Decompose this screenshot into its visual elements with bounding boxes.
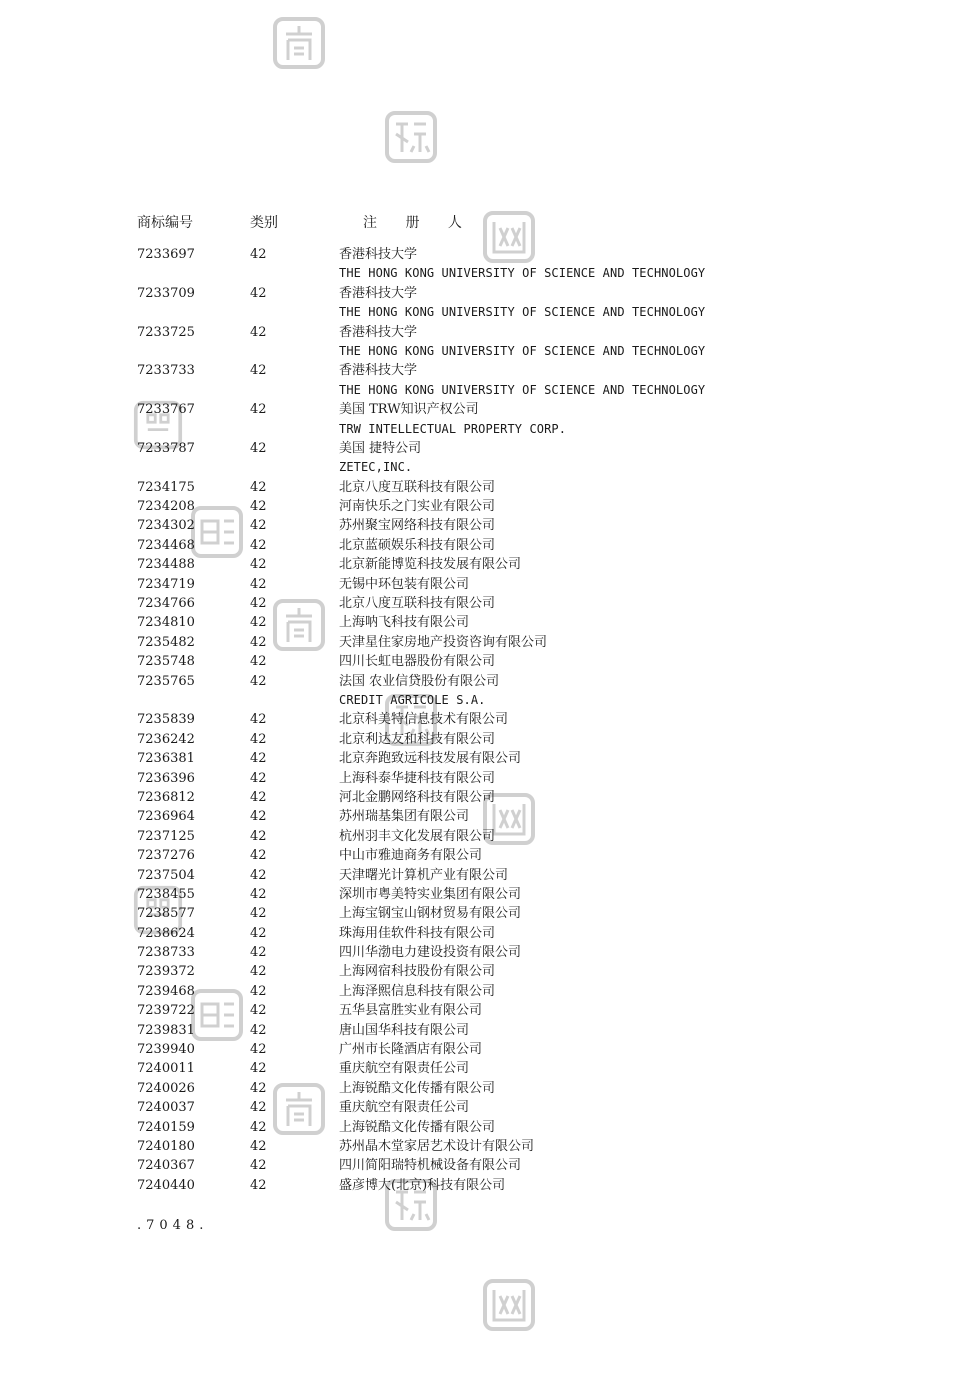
registrant-name: 法国 农业信贷股份有限公司 (339, 673, 500, 689)
registrant-name: 美国 捷特公司 (339, 440, 422, 456)
record-row (137, 904, 857, 923)
record-row (137, 516, 857, 535)
trademark-number: 7233767 (137, 402, 195, 418)
registrant-name: 北京蓝硕娱乐科技有限公司 (339, 537, 496, 553)
class-number: 42 (250, 1138, 267, 1154)
registrant-name: 唐山国华科技有限公司 (339, 1022, 470, 1038)
registrant-name: 美国 TRW知识产权公司 (339, 402, 479, 418)
registrant-name: 北京利达友和科技有限公司 (339, 731, 496, 747)
record-row (137, 1137, 857, 1156)
class-number: 42 (250, 1158, 267, 1174)
record-row (137, 788, 857, 807)
class-number: 42 (250, 247, 267, 262)
record-row (137, 827, 857, 846)
record-row-english (137, 458, 857, 477)
record-row (137, 982, 857, 1001)
record-row (137, 652, 857, 671)
trademark-number: 7239722 (137, 1003, 195, 1019)
registrant-name: 苏州瑞基集团有限公司 (339, 809, 470, 825)
class-number: 42 (250, 576, 267, 592)
class-number: 42 (250, 285, 267, 301)
record-row (137, 1079, 857, 1098)
registrant-name: 河北金鹏网络科技有限公司 (339, 789, 496, 805)
registrant-name: 上海呐飞科技有限公司 (339, 615, 470, 631)
table-header (137, 212, 837, 232)
page-number: .7048. (137, 1218, 209, 1233)
registrant-name: 重庆航空有限责任公司 (339, 1100, 470, 1116)
registrant-name: 杭州羽丰文化发展有限公司 (339, 828, 496, 844)
class-number: 42 (250, 809, 267, 825)
class-number: 42 (250, 886, 267, 902)
registrant-name: 北京新能博览科技发展有限公司 (339, 557, 522, 573)
class-number: 42 (250, 712, 267, 728)
class-number: 42 (250, 1061, 267, 1077)
registrant-name: 北京奔跑致远科技发展有限公司 (339, 751, 522, 767)
registrant-name: 香港科技大学 (339, 363, 418, 379)
class-number: 42 (250, 983, 267, 999)
registrant-name: 四川华渤电力建设投资有限公司 (339, 945, 522, 961)
header-registrant: 注 册 人 (363, 215, 474, 231)
class-number: 42 (250, 848, 267, 864)
trademark-number: 7240180 (137, 1138, 195, 1154)
class-number: 42 (250, 867, 267, 883)
trademark-number: 7240367 (137, 1158, 195, 1174)
trademark-number: 7237504 (137, 867, 195, 883)
class-number: 42 (250, 751, 267, 767)
class-number: 42 (250, 518, 267, 534)
trademark-number: 7234810 (137, 615, 195, 631)
trademark-number: 7234175 (137, 479, 195, 495)
registrant-name: 上海网宿科技股份有限公司 (339, 964, 496, 980)
record-row (137, 439, 857, 458)
trademark-number: 7239468 (137, 983, 195, 999)
trademark-number: 7233725 (137, 324, 195, 340)
class-number: 42 (250, 828, 267, 844)
registrant-name: 天津星住家房地产投资咨询有限公司 (339, 634, 548, 650)
record-row (137, 1118, 857, 1137)
trademark-number: 7233733 (137, 363, 195, 379)
record-row (137, 769, 857, 788)
trademark-number: 7234468 (137, 537, 195, 553)
class-number: 42 (250, 615, 267, 631)
record-row (137, 807, 857, 826)
trademark-number: 7234766 (137, 596, 195, 612)
class-number: 42 (250, 1119, 267, 1135)
record-row (137, 478, 857, 497)
record-row-english (137, 691, 857, 710)
class-number: 42 (250, 596, 267, 612)
record-row (137, 575, 857, 594)
registrant-name-english: THE HONG KONG UNIVERSITY OF SCIENCE AND TECHNOLOGY (339, 266, 706, 281)
record-row (137, 962, 857, 981)
registrant-name: 上海宝钢宝山钢材贸易有限公司 (339, 906, 522, 922)
class-number: 42 (250, 363, 267, 379)
trademark-number: 7240037 (137, 1100, 195, 1116)
class-number: 42 (250, 1080, 267, 1096)
class-number: 42 (250, 945, 267, 961)
trademark-number: 7233697 (137, 247, 195, 262)
record-row (137, 730, 857, 749)
registrant-name: 广州市长隆酒店有限公司 (339, 1042, 483, 1058)
record-row (137, 1021, 857, 1040)
record-list (137, 245, 857, 1195)
trademark-number: 7239831 (137, 1022, 195, 1038)
registrant-name: 香港科技大学 (339, 285, 418, 301)
record-row-english (137, 381, 857, 400)
record-row (137, 1098, 857, 1117)
record-row (137, 943, 857, 962)
trademark-number: 7240440 (137, 1177, 195, 1193)
record-row-english (137, 342, 857, 361)
trademark-number: 7240011 (137, 1061, 195, 1077)
registrant-name-english: THE HONG KONG UNIVERSITY OF SCIENCE AND TECHNOLOGY (339, 305, 706, 320)
trademark-number: 7233709 (137, 285, 195, 301)
class-number: 42 (250, 1022, 267, 1038)
record-row (137, 924, 857, 943)
trademark-number: 7238624 (137, 925, 195, 941)
trademark-number: 7234208 (137, 499, 195, 515)
trademark-number: 7238577 (137, 906, 195, 922)
class-number: 42 (250, 440, 267, 456)
record-row (137, 594, 857, 613)
registrant-name: 上海泽熙信息科技有限公司 (339, 983, 496, 999)
registrant-name-english: THE HONG KONG UNIVERSITY OF SCIENCE AND TECHNOLOGY (339, 343, 706, 358)
registrant-name: 珠海用佳软件科技有限公司 (339, 925, 496, 941)
class-number: 42 (250, 789, 267, 805)
trademark-number: 7237276 (137, 848, 195, 864)
registrant-name: 河南快乐之门实业有限公司 (339, 499, 496, 515)
record-row (137, 749, 857, 768)
record-row (137, 1059, 857, 1078)
record-row (137, 323, 857, 342)
trademark-number: 7240159 (137, 1119, 195, 1135)
trademark-number: 7236964 (137, 809, 195, 825)
trademark-number: 7237125 (137, 828, 195, 844)
class-number: 42 (250, 1042, 267, 1058)
class-number: 42 (250, 402, 267, 418)
record-row (137, 497, 857, 516)
registrant-name-english: TRW INTELLECTUAL PROPERTY CORP. (339, 421, 567, 436)
record-row (137, 1156, 857, 1175)
record-row-english (137, 264, 857, 283)
record-row (137, 1176, 857, 1195)
watermark-stamp-icon (272, 16, 326, 70)
registrant-name: 北京八度互联科技有限公司 (339, 479, 496, 495)
class-number: 42 (250, 499, 267, 515)
record-row (137, 866, 857, 885)
class-number: 42 (250, 324, 267, 340)
registrant-name: 重庆航空有限责任公司 (339, 1061, 470, 1077)
registrant-name: 苏州聚宝网络科技有限公司 (339, 518, 496, 534)
trademark-number: 7235482 (137, 634, 195, 650)
trademark-number: 7238733 (137, 945, 195, 961)
registrant-name: 无锡中环包装有限公司 (339, 576, 470, 592)
record-row (137, 245, 857, 264)
trademark-number: 7239940 (137, 1042, 195, 1058)
trademark-number: 7236381 (137, 751, 195, 767)
record-row (137, 1001, 857, 1020)
trademark-number: 7238455 (137, 886, 195, 902)
class-number: 42 (250, 1100, 267, 1116)
header-class: 类别 (250, 215, 278, 231)
record-row (137, 536, 857, 555)
trademark-number: 7236242 (137, 731, 195, 747)
class-number: 42 (250, 654, 267, 670)
header-trademark-number: 商标编号 (137, 215, 193, 231)
registrant-name-english: THE HONG KONG UNIVERSITY OF SCIENCE AND TECHNOLOGY (339, 382, 706, 397)
trademark-number: 7240026 (137, 1080, 195, 1096)
class-number: 42 (250, 479, 267, 495)
registrant-name: 香港科技大学 (339, 324, 418, 340)
class-number: 42 (250, 1003, 267, 1019)
trademark-number: 7235839 (137, 712, 195, 728)
record-row (137, 361, 857, 380)
trademark-number: 7235765 (137, 673, 195, 689)
registrant-name: 四川简阳瑞特机械设备有限公司 (339, 1158, 522, 1174)
registrant-name: 中山市雅迪商务有限公司 (339, 848, 483, 864)
class-number: 42 (250, 731, 267, 747)
record-row (137, 1040, 857, 1059)
record-row (137, 633, 857, 652)
registrant-name: 五华县富胜实业有限公司 (339, 1003, 483, 1019)
registrant-name: 香港科技大学 (339, 247, 418, 262)
record-row (137, 885, 857, 904)
record-row (137, 846, 857, 865)
class-number: 42 (250, 925, 267, 941)
class-number: 42 (250, 1177, 267, 1193)
class-number: 42 (250, 537, 267, 553)
registrant-name: 北京八度互联科技有限公司 (339, 596, 496, 612)
trademark-number: 7235748 (137, 654, 195, 670)
watermark-stamp-icon (482, 1278, 536, 1332)
registrant-name: 天津曙光计算机产业有限公司 (339, 867, 509, 883)
trademark-number: 7236396 (137, 770, 195, 786)
trademark-number: 7234719 (137, 576, 195, 592)
class-number: 42 (250, 673, 267, 689)
registrant-name: 盛彦博大(北京)科技有限公司 (339, 1177, 506, 1193)
record-row (137, 555, 857, 574)
registrant-name: 北京科美特信息技术有限公司 (339, 712, 509, 728)
registrant-name: 深圳市粤美特实业集团有限公司 (339, 886, 522, 902)
watermark-stamp-icon (384, 110, 438, 164)
class-number: 42 (250, 964, 267, 980)
trademark-number: 7239372 (137, 964, 195, 980)
record-row-english (137, 303, 857, 322)
class-number: 42 (250, 906, 267, 922)
registrant-name: 上海科泰华捷科技有限公司 (339, 770, 496, 786)
registrant-name: 上海锐酷文化传播有限公司 (339, 1080, 496, 1096)
trademark-number: 7234302 (137, 518, 195, 534)
record-row (137, 672, 857, 691)
class-number: 42 (250, 557, 267, 573)
registrant-name: 苏州晶木堂家居艺术设计有限公司 (339, 1138, 535, 1154)
record-row (137, 710, 857, 729)
trademark-number: 7234488 (137, 557, 195, 573)
trademark-number: 7233787 (137, 440, 195, 456)
trademark-number: 7236812 (137, 789, 195, 805)
record-row-english (137, 420, 857, 439)
registrant-name: 四川长虹电器股份有限公司 (339, 654, 496, 670)
class-number: 42 (250, 634, 267, 650)
class-number: 42 (250, 770, 267, 786)
registrant-name: 上海锐酷文化传播有限公司 (339, 1119, 496, 1135)
record-row (137, 613, 857, 632)
record-row (137, 284, 857, 303)
registrant-name-english: ZETEC,INC. (339, 460, 413, 475)
registrant-name-english: CREDIT AGRICOLE S.A. (339, 692, 486, 707)
record-row (137, 400, 857, 419)
